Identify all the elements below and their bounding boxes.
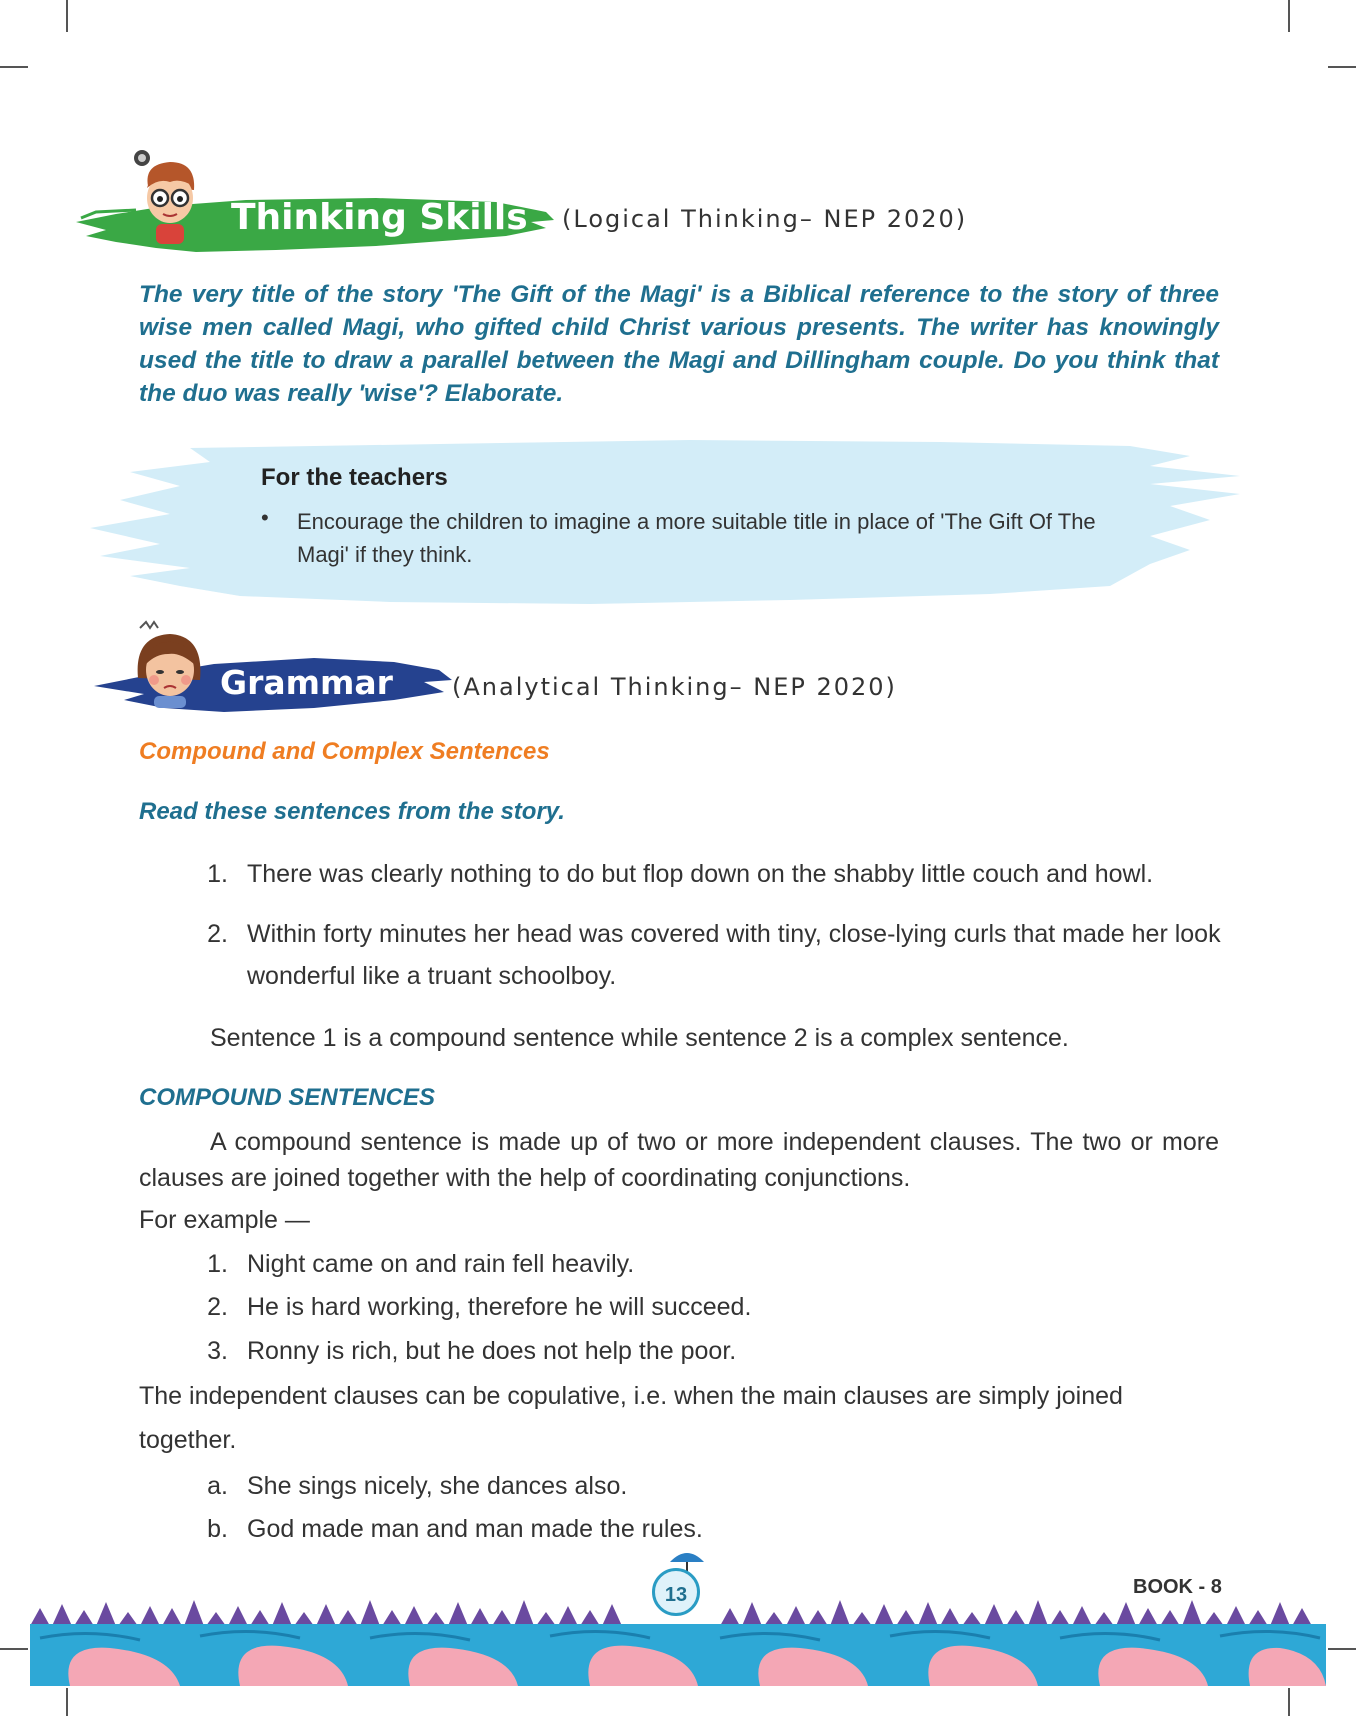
compound-heading: COMPOUND SENTENCES <box>139 1084 436 1111</box>
list-number: 3. <box>207 1337 228 1365</box>
list-letter: b. <box>207 1515 228 1543</box>
thinking-question: The very title of the story 'The Gift of the Magi' is a Biblical reference to the story of three wise men called Magi, who gifted child Christ various presents. The writer has knowingly used the title to draw a parallel between the Magi and Dillingham couple. Do you think that the duo was really 'wise'? Elaborate. <box>139 281 1219 407</box>
girl-mascot-icon <box>132 618 206 708</box>
example-1: Night came on and rain fell heavily. <box>247 1250 635 1278</box>
grammar-instruction: Read these sentences from the story. <box>139 798 565 825</box>
list-number: 1. <box>207 1250 228 1278</box>
example-3: Ronny is rich, but he does not help the poor. <box>247 1337 737 1365</box>
copulative-example-b: God made man and man made the rules. <box>247 1515 703 1543</box>
crop-mark <box>0 1648 28 1650</box>
list-number: 1. <box>207 860 228 888</box>
crop-mark <box>66 0 68 32</box>
book-label: BOOK - 8 <box>1133 1576 1222 1598</box>
crop-mark <box>0 66 28 68</box>
crop-mark <box>1328 66 1356 68</box>
grammar-title: Grammar <box>220 663 393 702</box>
grammar-tag: (Analytical Thinking– NEP 2020) <box>452 673 897 701</box>
grammar-subheading: Compound and Complex Sentences <box>139 738 550 765</box>
story-sentence-2-line-2: wonderful like a truant schoolboy. <box>247 962 617 990</box>
bullet-icon: • <box>261 505 269 530</box>
list-number: 2. <box>207 1293 228 1321</box>
copulative-text-line-1: The independent clauses can be copulative, i.e. when the main clauses are simply joined <box>139 1382 1123 1410</box>
example-label: For example — <box>139 1206 310 1234</box>
crop-mark <box>1288 1688 1290 1716</box>
list-number: 2. <box>207 920 228 948</box>
thinking-skills-title: Thinking Skills <box>231 197 528 238</box>
copulative-example-a: She sings nicely, she dances also. <box>247 1472 628 1500</box>
example-2: He is hard working, therefore he will succeed. <box>247 1293 752 1321</box>
crop-mark <box>66 1688 68 1716</box>
story-sentence-1: There was clearly nothing to do but flop down on the shabby little couch and howl. <box>247 860 1154 888</box>
copulative-text-line-2: together. <box>139 1426 237 1454</box>
teacher-note-heading: For the teachers <box>261 464 448 491</box>
story-sentence-2-line-1: Within forty minutes her head was covered with tiny, close-lying curls that made her look <box>247 920 1221 948</box>
compound-definition: A compound sentence is made up of two or more independent clauses. The two or more clauses are joined together with the help of coordinating conjunctions. <box>139 1128 1219 1192</box>
crop-mark <box>1288 0 1290 32</box>
teacher-note-text: Encourage the children to imagine a more suitable title in place of 'The Gift Of The Magi' if they think. <box>297 509 1096 567</box>
boy-mascot-icon <box>130 146 210 246</box>
crop-mark <box>1328 1648 1356 1650</box>
thinking-skills-tag: (Logical Thinking– NEP 2020) <box>562 205 968 233</box>
sentence-note: Sentence 1 is a compound sentence while sentence 2 is a complex sentence. <box>210 1024 1069 1052</box>
list-letter: a. <box>207 1472 228 1500</box>
page-number: 13 <box>652 1568 700 1616</box>
